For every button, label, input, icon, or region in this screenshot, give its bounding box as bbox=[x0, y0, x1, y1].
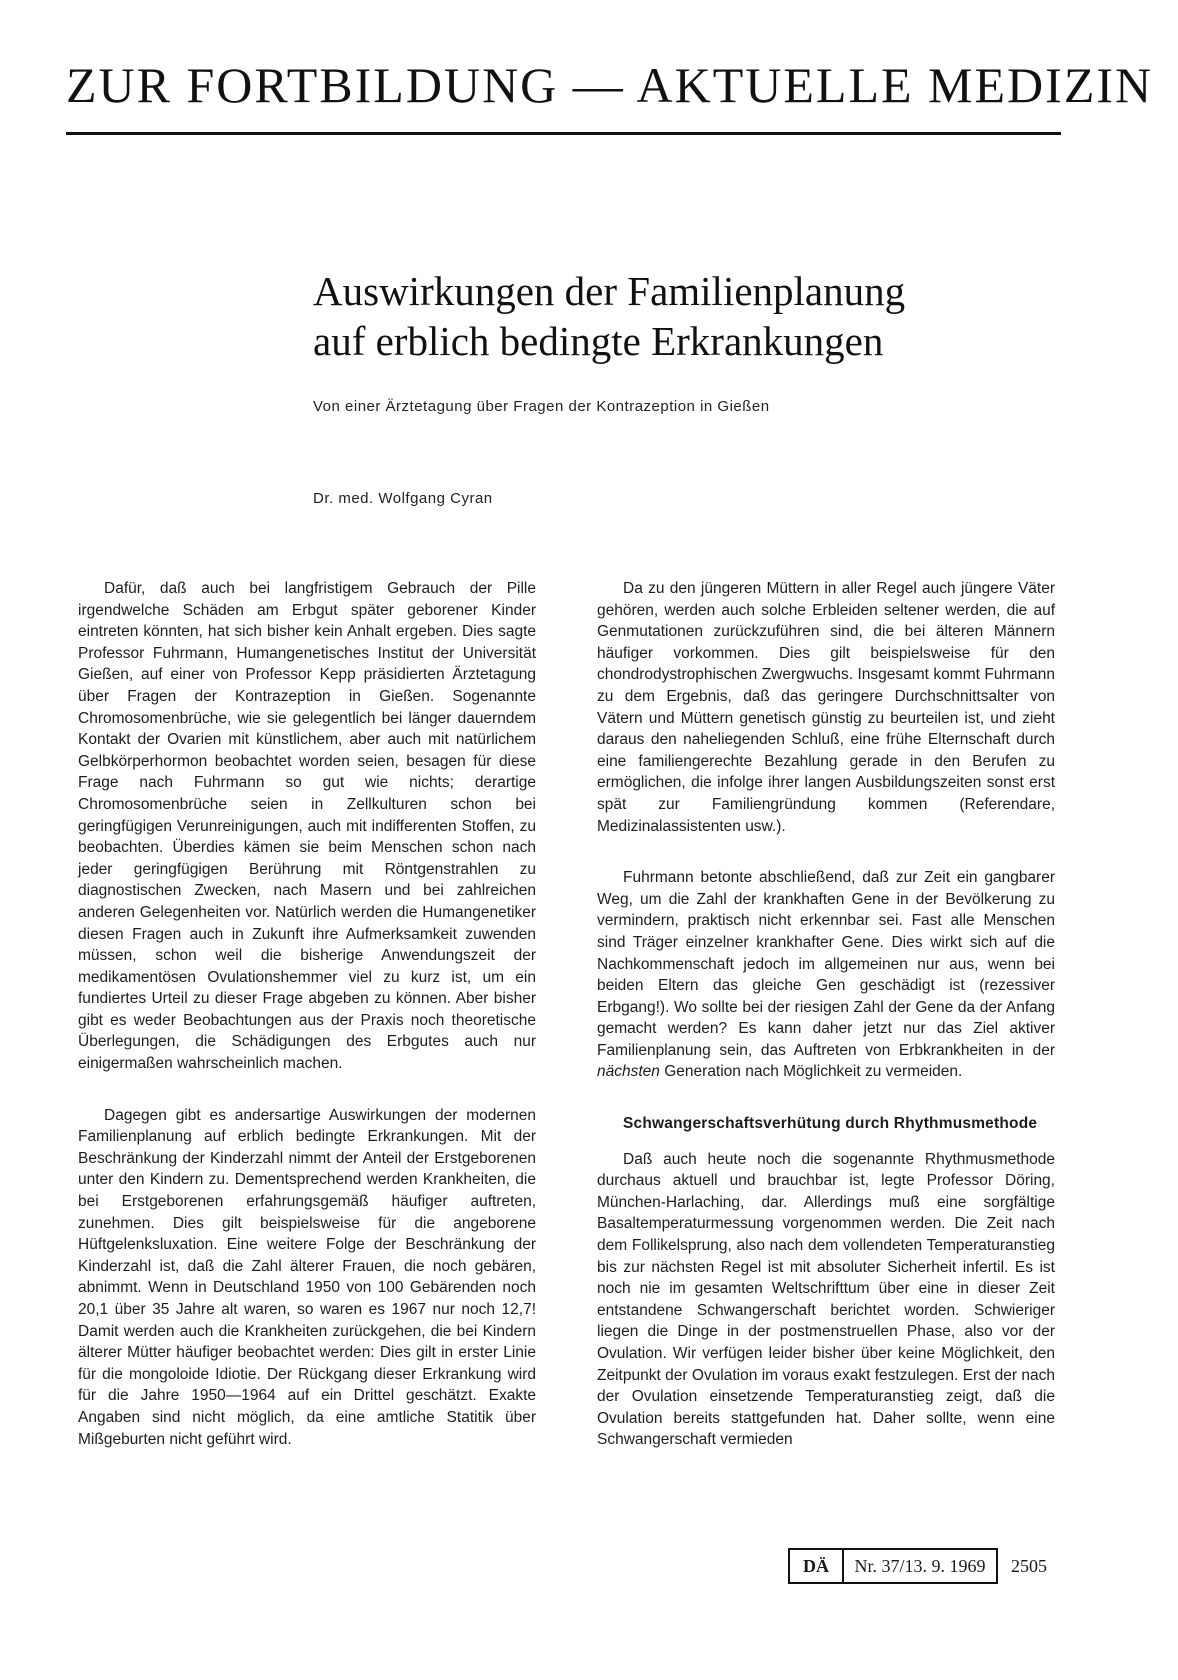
paragraph: Da zu den jüngeren Müttern in aller Regel auch jüngere Väter gehören, werden auch solche Erbleiden seltener werden, die auf Genmutationen zurückzuführen sind, die bei älteren Männern häufiger vorkommen. Dies gilt beispielsweise für den chondrodystrophischen Zwergwuchs. Insgesamt kommt Fuhrmann zu dem Ergebnis, daß das geringere Durchschnittsalter von Vätern und Müttern genetisch günstig zu beurteilen ist, und zieht daraus den naheliegenden Schluß, eine frühe Elternschaft durch eine familiengerechte Bezahlung gerade in den Berufen zu ermöglichen, die infolge ihrer langen Ausbildungszeiten sonst erst spät zur Familiengründung kommen (Referendare, Medizinalassistenten usw.). bbox=[597, 580, 1055, 835]
paragraph: Dafür, daß auch bei langfristigem Gebrauch der Pille irgendwelche Schäden am Erbgut später geborener Kinder eintreten könnten, hat sich bisher kein Anhalt ergeben. Dies sagte Professor Fuhrmann, Humangenetisches Institut der Universität Gießen, auf einer von Professor Kepp präsidierten Ärztetagung über Fragen der Kontrazeption in Gießen. Sogenannte Chromosomenbrüche, wie sie gelegentlich bei länger dauerndem Kontakt der Ovarien mit künstlichem, aber auch mit natürlichem Gelbkörperhormon beobachtet worden seien, besagen für diese Frage nach Fuhrmann so gut wie nichts; derartige Chromosomenbrüche seien in Zellkulturen schon bei geringfügigen Verunreinigungen, auch mit indifferenten Stoffen, zu beobachten. Überdies kämen sie beim Menschen schon nach jeder geringfügigen Berührung mit Röntgenstrahlen zu diagnostischen Zwecken, nach Masern und bei zahlreichen anderen Gelegenheiten vor. Natürlich werden die Humangenetiker diesen Fragen auch in Zukunft ihre Aufmerksamkeit zuwenden müssen, schon weil die bisherige Anwendungszeit der medikamentösen Ovulationshemmer viel zu kurz ist, um ein fundiertes Urteil zu dieser Frage abgeben zu können. Aber bisher gibt es weder Beobachtungen aus der Praxis noch theoretische Überlegungen, die Schädigungen des Erbgutes auch nur einigermaßen wahrscheinlich machen. bbox=[78, 580, 536, 1073]
header-rule bbox=[66, 132, 1061, 135]
article-title-line-1: Auswirkungen der Familienplanung bbox=[313, 268, 906, 314]
right-column bbox=[597, 578, 1055, 1451]
article-title-line-2: auf erblich bedingte Erkrankungen bbox=[313, 318, 884, 364]
journal-abbreviation: DÄ bbox=[788, 1548, 844, 1584]
paragraph-text: Fuhrmann betonte abschließend, daß zur Zeit ein gangbarer Weg, um die Zahl der krankhaften Gene in der Bevölkerung zu vermindern, praktisch nicht erkennbar sei. Fast alle Menschen sind Träger einzelner krankhafter Gene. Dies wirkt sich auf die Nachkommenschaft jedoch im allgemeinen nur aus, wenn bei beiden Eltern das gleiche Gen geschädigt ist (rezessiver Erbgang!). Wo sollte bei der riesigen Zahl der Gene da der Anfang gemacht werden? Es kann daher jetzt nur das Ziel aktiver Familienplanung sein, das Auftreten von Erbkrankheiten in der bbox=[597, 869, 1055, 1059]
paragraph-text: Generation nach Möglichkeit zu vermeiden. bbox=[664, 1063, 963, 1081]
article-subtitle: Von einer Ärztetagung über Fragen der Kontrazeption in Gießen bbox=[313, 398, 770, 415]
paragraph: Daß auch heute noch die sogenannte Rhythmusmethode durchaus aktuell und brauchbar ist, legte Professor Döring, München-Harlaching, dar. Allerdings muß eine sorgfältige Basaltemperaturmessung vorgenommen werden. Die Zeit nach dem Follikelsprung, also nach dem vollendeten Temperaturanstieg bis zur nächsten Regel ist mit absoluter Sicherheit infertil. Es ist noch nie im gesamten Weltschrifttum über eine in dieser Zeit entstandene Schwangerschaft berichtet worden. Schwieriger liegen die Dinge in der postmenstruellen Phase, also vor der Ovulation. Wir verfügen leider bisher über keine Möglichkeit, den Zeitpunkt der Ovulation im voraus exakt festzulegen. Erst der nach der Ovulation einsetzende Temperaturanstieg zeigt, daß die Ovulation bereits stattgefunden hat. Daher sollte, wenn eine Schwangerschaft vermieden bbox=[597, 1150, 1055, 1449]
paragraph bbox=[597, 867, 1055, 1083]
issue-reference: Nr. 37/13. 9. 1969 bbox=[844, 1548, 998, 1584]
section-subheading: Schwangerschaftsverhütung durch Rhythmusmethode bbox=[623, 1115, 1038, 1133]
article-author: Dr. med. Wolfgang Cyran bbox=[313, 490, 493, 507]
section-header: ZUR FORTBILDUNG — AKTUELLE MEDIZIN bbox=[66, 57, 1154, 113]
left-column bbox=[78, 578, 536, 1480]
journal-footer bbox=[788, 1548, 998, 1584]
page-number: 2505 bbox=[1011, 1556, 1047, 1576]
emphasized-word: nächsten bbox=[597, 1063, 660, 1081]
paragraph: Dagegen gibt es andersartige Auswirkungen der modernen Familienplanung auf erblich bedingte Erkrankungen. Mit der Beschränkung der Kinderzahl nimmt der Anteil der Erstgeborenen unter den Kindern zu. Dementsprechend werden Krankheiten, die bei Erstgeborenen erfahrungsgemäß häufiger auftreten, zunehmen. Dies gilt beispielsweise für die angeborene Hüftgelenksluxation. Eine weitere Folge der Beschränkung der Kinderzahl ist, daß die Zahl älterer Frauen, die noch gebären, abnimmt. Wenn in Deutschland 1950 von 100 Gebärenden noch 20,1 über 35 Jahre alt waren, so waren es 1967 nur noch 12,7! Damit werden auch die Krankheiten zurückgehen, die bei Kindern älterer Mütter häufiger beobachtet werden: Dies gilt in erster Linie für die mongoloide Idiotie. Der Rückgang dieser Erkrankung wird für die Jahre 1950—1964 auf ein Drittel geschätzt. Exakte Angaben sind nicht möglich, da eine amtliche Statitik über Mißgeburten nicht geführt wird. bbox=[78, 1106, 536, 1448]
article-title bbox=[313, 266, 1073, 366]
